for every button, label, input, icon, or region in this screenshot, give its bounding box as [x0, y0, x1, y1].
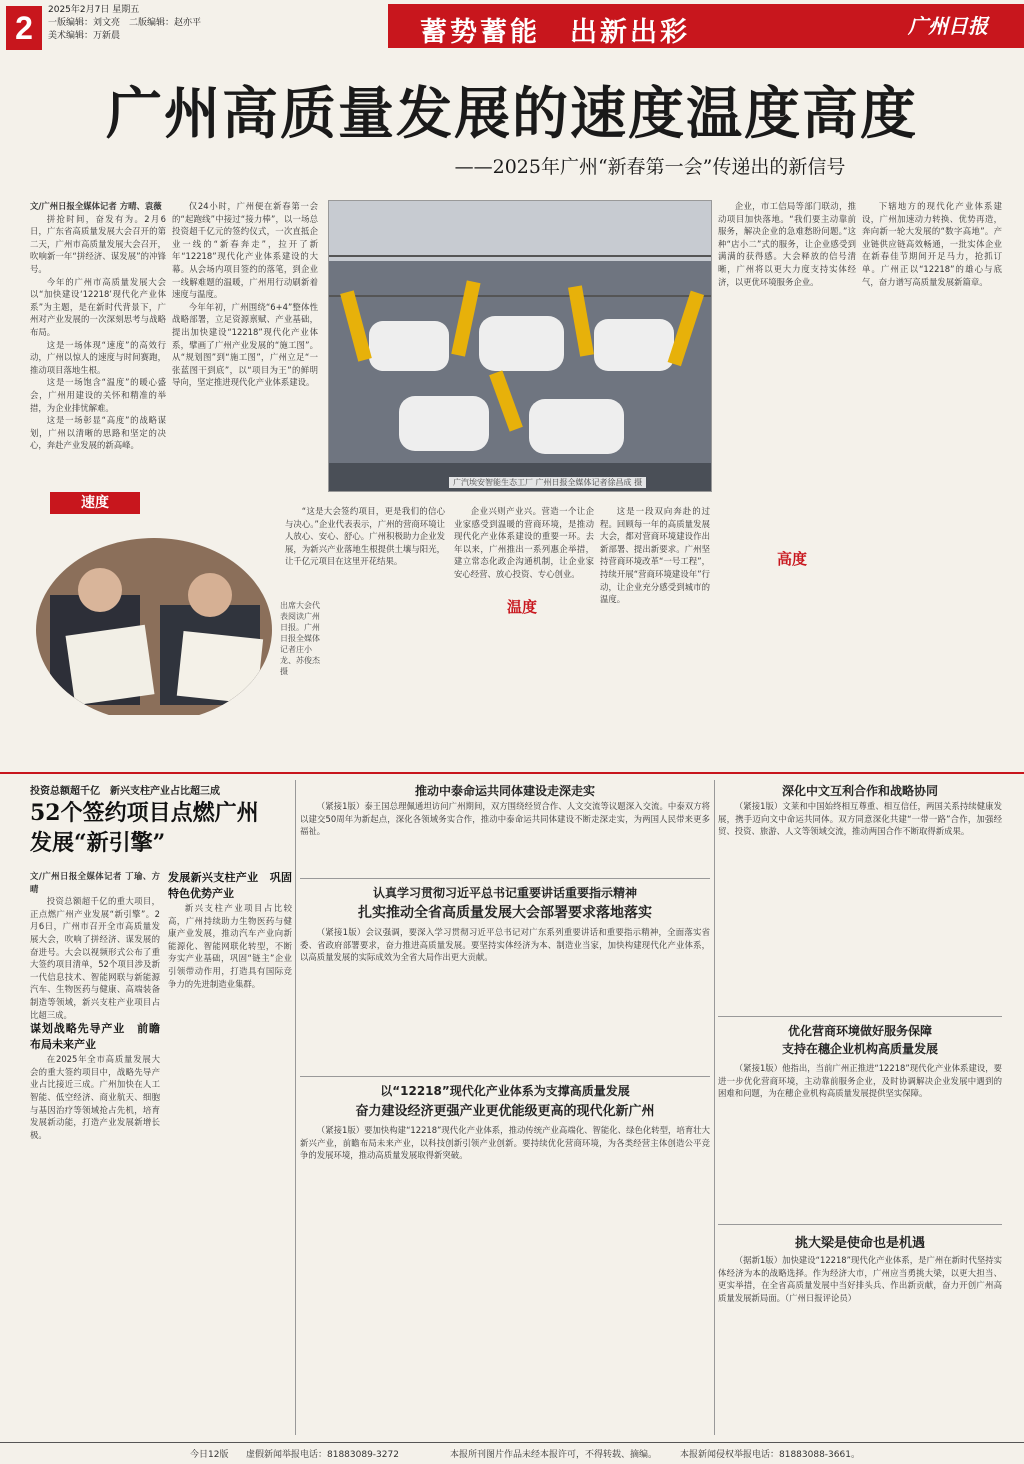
- sub3-headline-line1: 认真学习贯彻习近平总书记重要讲话重要指示精神: [372, 886, 637, 900]
- factory-photo-illustration: [329, 201, 711, 491]
- lead-paragraph: 这是一段双向奔赴的过程。回顾每一年的高质量发展大会，都对营商环境建设作出新部署、提出新要求。广州坚持营商环境改革“一号工程”，持续开展“营商环境建设年”行动，让企业充分感受到城市的温度。: [600, 506, 710, 605]
- sub7-headline: 挑大梁是使命也是机遇: [794, 1236, 925, 1251]
- sub2-body: [300, 800, 710, 872]
- footer-hotline-1: 虚假新闻举报电话：81883089-3272: [246, 1450, 399, 1460]
- sub7-body: [718, 1254, 1002, 1434]
- issue-date: 2025年2月7日 星期五: [48, 5, 140, 15]
- lead-paragraph: 拼抢时间，奋发有为。2月6日，广东省高质量发展大会召开的第二天，广州市高质量发展大会召开，吹响新一年“拼经济、谋发展”的冲锋号。: [30, 213, 166, 274]
- readers-photo: [30, 535, 278, 715]
- page-number: 2: [6, 6, 42, 50]
- sub5-headline: 深化中文互利合作和战略协同: [781, 784, 938, 798]
- lead-paragraph: 今年年初，广州围绕“6+4”整体性战略部署，立足资源禀赋、产业基础，提出加快建设“12218”现代化产业体系，擘画了广州产业发展的“施工图”。从“规划图”到“施工图”，广州立足“一张蓝图干到底”，以“项目为王”的鲜明导向，坚定推进现代化产业体系建设。: [172, 301, 318, 388]
- lead-headline: 广州高质量发展的速度温度高度: [106, 81, 918, 147]
- lead-paragraph: 仅24小时，广州便在新春第一会的“起跑线”中接过“接力棒”，以一场总投资超千亿元的签约仪式，一次直抵企业一线的“新春奔走”，拉开了新年“12218”现代化产业体系建设的大幕。从会场内项目签约的落笔，到企业一线解难题的温暖，广州用行动刷新着速度与温度。: [172, 201, 318, 300]
- column-separator: [714, 780, 715, 1435]
- sub3-paragraph: （紧接1版）会议强调，要深入学习贯彻习近平总书记对广东系列重要讲话和重要指示精神，全面落实省委、省政府部署要求，奋力推进高质量发展。要坚持实体经济为本、制造业当家，加快构建现代化产业体系，以高质量发展的实际成效为全省大局作出更大贡献。: [300, 927, 710, 963]
- sub4-body: [300, 1124, 710, 1424]
- lead-paragraph: 这是一场彰显“高度”的战略谋划，广州以清晰的思路和坚定的决心，奔赴产业发展的新高峰。: [30, 415, 166, 451]
- sub4-headline-line2: 奋力建设经济更强产业更优能级更高的现代化新广州: [355, 1104, 655, 1119]
- newspaper-logo: 广州日报: [908, 14, 988, 38]
- sub1-kicker: 投资总额超千亿 新兴支柱产业占比超三成: [30, 786, 220, 797]
- sub1-paragraph: 在2025年全市高质量发展大会的重大签约项目中，战略先导产业占比接近三成。广州加快在人工智能、低空经济、商业航天、细胞与基因治疗等领域抢占先机，培育发展新动能，打造产业发展新增长极。: [30, 1054, 160, 1140]
- lead-paragraph: 下辖地方的现代化产业体系建设，广州加速动力转换、优势再造，奔向新一轮大发展的“数字高地”。产业链供应链高效畅通，一批实体企业在新春佳节期间开足马力，抢抓订单。广州正以“12218”的雄心与底气，奋力谱写高质量发展新篇章。: [862, 201, 1002, 287]
- sub3-body: [300, 926, 710, 1026]
- sub1-paragraph: 投资总额超千亿的重大项目，正点燃广州产业发展“新引擎”。2月6日，广州市召开全市高质量发展大会，吹响了拼经济、谋发展的奋进号。大会以视频形式公布了重大签约项目清单，52个项目涉及新一代信息技术、智能网联与新能源汽车、生物医药与健康、高端装备制造等领域，新兴支柱产业项目占比超三成。: [30, 896, 160, 1020]
- sub6-headline-line1: 优化营商环境做好服务保障: [787, 1024, 932, 1038]
- editor-line-2: 美术编辑：万新晨: [48, 31, 121, 41]
- sub7-paragraph: （据新1版）加快建设“12218”现代化产业体系，是广州在新时代坚持实体经济为本的战略选择。作为经济大市，广州应当勇挑大梁，以更大担当、更实举措，在全省高质量发展中当好排头兵、作出新贡献，奋力开创广州高质量发展新局面。（广州日报评论员）: [718, 1255, 1002, 1303]
- lead-column-4: [454, 505, 594, 740]
- sub1-column-2: [168, 870, 292, 1430]
- sub6-headline-line2: 支持在穗企业机构高质量发展: [781, 1042, 938, 1056]
- footer-pages: 今日12版: [190, 1450, 229, 1460]
- sub4-paragraph: （紧接1版）要加快构建“12218”现代化产业体系，推动传统产业高端化、智能化、绿色化转型，培育壮大新兴产业，前瞻布局未来产业，以科技创新引领产业创新。要持续优化营商环境，为各类经营主体创造公平竞争的发展环境，推动高质量发展取得新突破。: [300, 1125, 710, 1161]
- factory-photo-caption: 广汽埃安智能生态工厂 广州日报全媒体记者徐昌成 摄: [449, 477, 646, 488]
- lead-paragraph: 这是一场饱含“温度”的暖心盛会，广州用建设的关怀和精准的举措，为企业排忧解难。: [30, 377, 166, 413]
- sub5-body: [718, 800, 1002, 1000]
- editor-line-1: 一版编辑：刘文亮 二版编辑：赵亦平: [48, 18, 202, 28]
- lead-column-5: [600, 505, 710, 740]
- sub4-headline-line1: 以“12218”现代化产业体系为支撑高质量发展: [380, 1084, 630, 1098]
- sub1-byline: 文/广州日报全媒体记者 丁瑜、方晴: [30, 871, 160, 894]
- sub2-paragraph: （紧接1版）泰王国总理佩通坦访问广州期间，双方围绕经贸合作、人文交流等议题深入交流。中泰双方将以建交50周年为新起点，深化各领域务实合作，推动中泰命运共同体建设不断走深走实，为两国人民带来更多福祉。: [300, 801, 710, 837]
- sub2-headline: 推动中泰命运共同体建设走深走实: [414, 784, 595, 798]
- page-header: [0, 0, 1024, 62]
- sub2-divider: [300, 878, 710, 879]
- temperature-label: 温度: [506, 598, 537, 616]
- lead-paragraph: 企业，市工信局等部门联动，推动项目加快落地。“我们要主动靠前服务，解决企业的急难愁盼问题。”这种“店小二”式的服务，让企业感受到满满的获得感。大会释放的信号清晰，广州将以更大力度支持实体经济，以更优环境服务企业。: [718, 201, 856, 287]
- lead-column-7: [862, 200, 1002, 700]
- lead-paragraph: 这是一场体现“速度”的高效行动，广州以惊人的速度与时间赛跑，推动项目落地生根。: [30, 339, 166, 375]
- sub1-subhead: 谋划战略先导产业 前瞻布局未来产业: [30, 1022, 160, 1052]
- lead-paragraph: “这是大会签约项目，更是我们的信心与决心。”企业代表表示，广州的营商环境让人放心、安心、舒心。广州积极助力企业发展，为新兴产业落地生根提供土壤与阳光，让千亿元项目在这里开花结果。: [285, 506, 445, 567]
- speed-label: 速度: [50, 492, 140, 514]
- sub5-paragraph: （紧接1版）文莱和中国始终相互尊重、相互信任，两国关系持续健康发展，携手迈向文中命运共同体。双方同意深化共建“一带一路”合作，加强经贸、投资、旅游、人文等领域交流，推动两国合作不断取得新成果。: [718, 801, 1002, 837]
- sub1-subhead: 发展新兴支柱产业 巩固特色优势产业: [168, 871, 292, 900]
- sub3-headline-line2: 扎实推动全省高质量发展大会部署要求落地落实: [358, 905, 652, 921]
- editor-info: [48, 4, 248, 43]
- sub5-divider: [718, 1016, 1002, 1017]
- lead-column-2: [172, 200, 318, 520]
- page-footer: [0, 1442, 1024, 1464]
- lead-paragraph: 企业兴则产业兴。营造一个让企业家感受到温暖的营商环境，是推动现代化产业体系建设的重要一环。去年以来，广州推出一系列惠企举措，建立常态化政企沟通机制，让企业家安心经营、放心投资、专心创业。: [454, 506, 594, 579]
- lead-paragraph: 今年的广州市高质量发展大会以“加快建设‘12218’现代化产业体系”为主题，是在新时代背景下，广州对产业发展的一次深刻思考与战略布局。: [30, 276, 166, 337]
- column-separator: [295, 780, 296, 1435]
- sub3-divider: [300, 1076, 710, 1077]
- sub1-column-1: [30, 870, 160, 1430]
- lead-column-1: [30, 200, 166, 495]
- section-title: 蓄势蓄能 出新出彩: [420, 17, 690, 48]
- readers-photo-caption: 出席大会代表阅读广州日报。广州日报全媒体记者庄小龙、苏俊杰 摄: [280, 601, 320, 676]
- lead-divider: [0, 772, 1024, 774]
- lead-subtitle: ——2025年广州“新春第一会”传递出的新信号: [454, 156, 846, 178]
- footer-copyright: 本报所刊图片作品未经本报许可，不得转载、摘编。: [450, 1450, 658, 1460]
- sub6-body: [718, 1062, 1002, 1217]
- sub6-paragraph: （紧接1版）他指出，当前广州正推进“12218”现代化产业体系建设，要进一步优化营商环境，主动靠前服务企业，及时协调解决企业发展中遇到的困难和问题，为在穗企业机构高质量发展提供坚实保障。: [718, 1063, 1002, 1099]
- lead-column-6: [718, 200, 856, 490]
- height-label: 高度: [776, 550, 807, 568]
- footer-hotline-2: 本报新闻侵权举报电话：81883088-3661。: [680, 1450, 860, 1460]
- sub6-divider: [718, 1224, 1002, 1225]
- lead-byline: 文/广州日报全媒体记者 方晴、袁薇: [30, 201, 162, 211]
- sub1-paragraph: 新兴支柱产业项目占比较高，广州持续助力生物医药与健康产业发展，推动汽车产业向新能源化、智能网联化转型，不断夯实产业基础，巩固“链主”企业引领带动作用，打造具有国际竞争力的先进制造业集群。: [168, 903, 292, 989]
- readers-photo-illustration: [30, 535, 278, 715]
- factory-photo: [328, 200, 712, 492]
- sub1-headline: 52个签约项目点燃广州发展“新引擎”: [30, 800, 259, 856]
- lead-column-3: [285, 505, 445, 740]
